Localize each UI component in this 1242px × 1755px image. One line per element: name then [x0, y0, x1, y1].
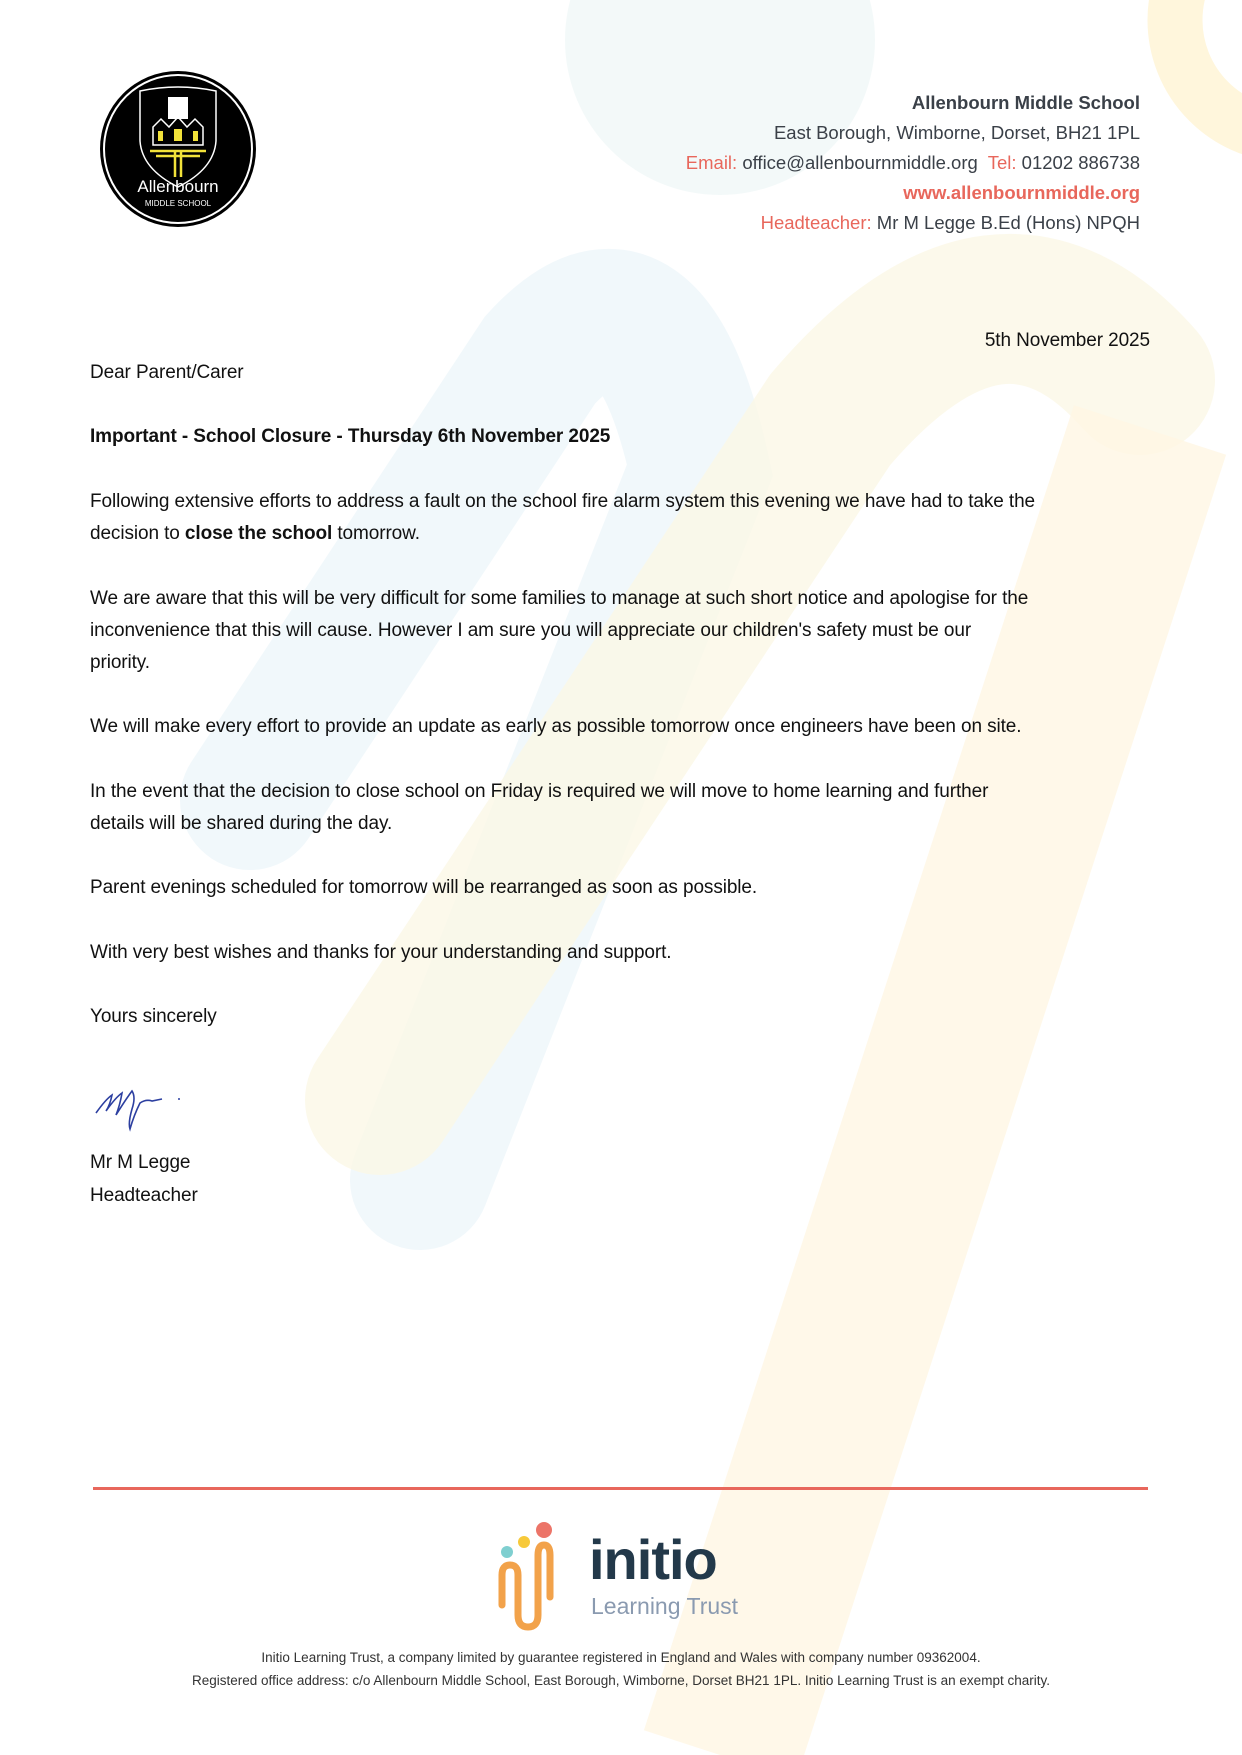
bold-text: close the school — [184, 523, 333, 544]
signatory-name: Mr M Legge — [90, 1152, 191, 1173]
footer-company-info: Initio Learning Trust, a company limited by guarantee registered in England and Wales with company number 09362004. — [261, 1650, 981, 1665]
school-logo-subtitle: MIDDLE SCHOOL — [144, 199, 212, 208]
trust-logo-subtitle: Learning Trust — [591, 1593, 739, 1619]
contact-line — [686, 152, 1140, 174]
paragraph-3: We will make every effort to provide an update as early as possible tomorrow once engineers have been on site. — [90, 716, 1022, 737]
footer-divider — [93, 1487, 1148, 1490]
paragraph-4-line-2: details will be shared during the day. — [90, 813, 393, 834]
text: tomorrow. — [332, 523, 420, 544]
paragraph-2-line-1: We are aware that this will be very difficult for some families to manage at such short notice and apologise for the — [90, 588, 1029, 609]
paragraph-1-line-1: Following extensive efforts to address a fault on the school fire alarm system this evening we have had to take the — [90, 491, 1036, 512]
letter-date: 5th November 2025 — [984, 330, 1150, 351]
closing: Yours sincerely — [90, 1006, 217, 1027]
paragraph-1-line-2 — [90, 523, 420, 545]
website-link[interactable]: www.allenbournmiddle.org — [903, 182, 1140, 203]
signature-image — [92, 1075, 192, 1135]
tel-label: Tel: — [987, 152, 1017, 173]
letter-subject: Important - School Closure - Thursday 6th November 2025 — [90, 426, 611, 447]
paragraph-2-line-2: inconvenience that this will cause. However I am sure you will appreciate our children's safety must be our — [90, 620, 972, 641]
signatory-title: Headteacher — [90, 1185, 198, 1206]
text: decision to — [90, 523, 185, 544]
headteacher-label: Headteacher: — [760, 212, 872, 233]
school-logo-name: Allenbourn — [137, 177, 219, 196]
paragraph-6: With very best wishes and thanks for your understanding and support. — [90, 942, 672, 963]
footer-registered-office: Registered office address: c/o Allenbourn Middle School, East Borough, Wimborne, Dorset BH21 1PL. Initio Learning Trust is an exempt charity. — [192, 1673, 1050, 1688]
email-link[interactable]: office@allenbournmiddle.org — [742, 152, 978, 173]
headteacher-name: Mr M Legge B.Ed (Hons) NPQH — [876, 212, 1140, 233]
school-logo — [98, 69, 258, 229]
salutation: Dear Parent/Carer — [90, 362, 244, 383]
tel-number: 01202 886738 — [1021, 152, 1140, 173]
paragraph-4-line-1: In the event that the decision to close school on Friday is required we will move to home learning and further — [90, 781, 989, 802]
trust-logo — [492, 1515, 752, 1635]
email-label: Email: — [685, 152, 738, 173]
school-name: Allenbourn Middle School — [911, 92, 1140, 113]
paragraph-5: Parent evenings scheduled for tomorrow will be rearranged as soon as possible. — [90, 877, 758, 898]
school-address: East Borough, Wimborne, Dorset, BH21 1PL — [773, 122, 1140, 143]
headteacher-line — [761, 212, 1140, 234]
paragraph-2-line-3: priority. — [90, 652, 150, 673]
trust-logo-name: initio — [589, 1528, 717, 1591]
